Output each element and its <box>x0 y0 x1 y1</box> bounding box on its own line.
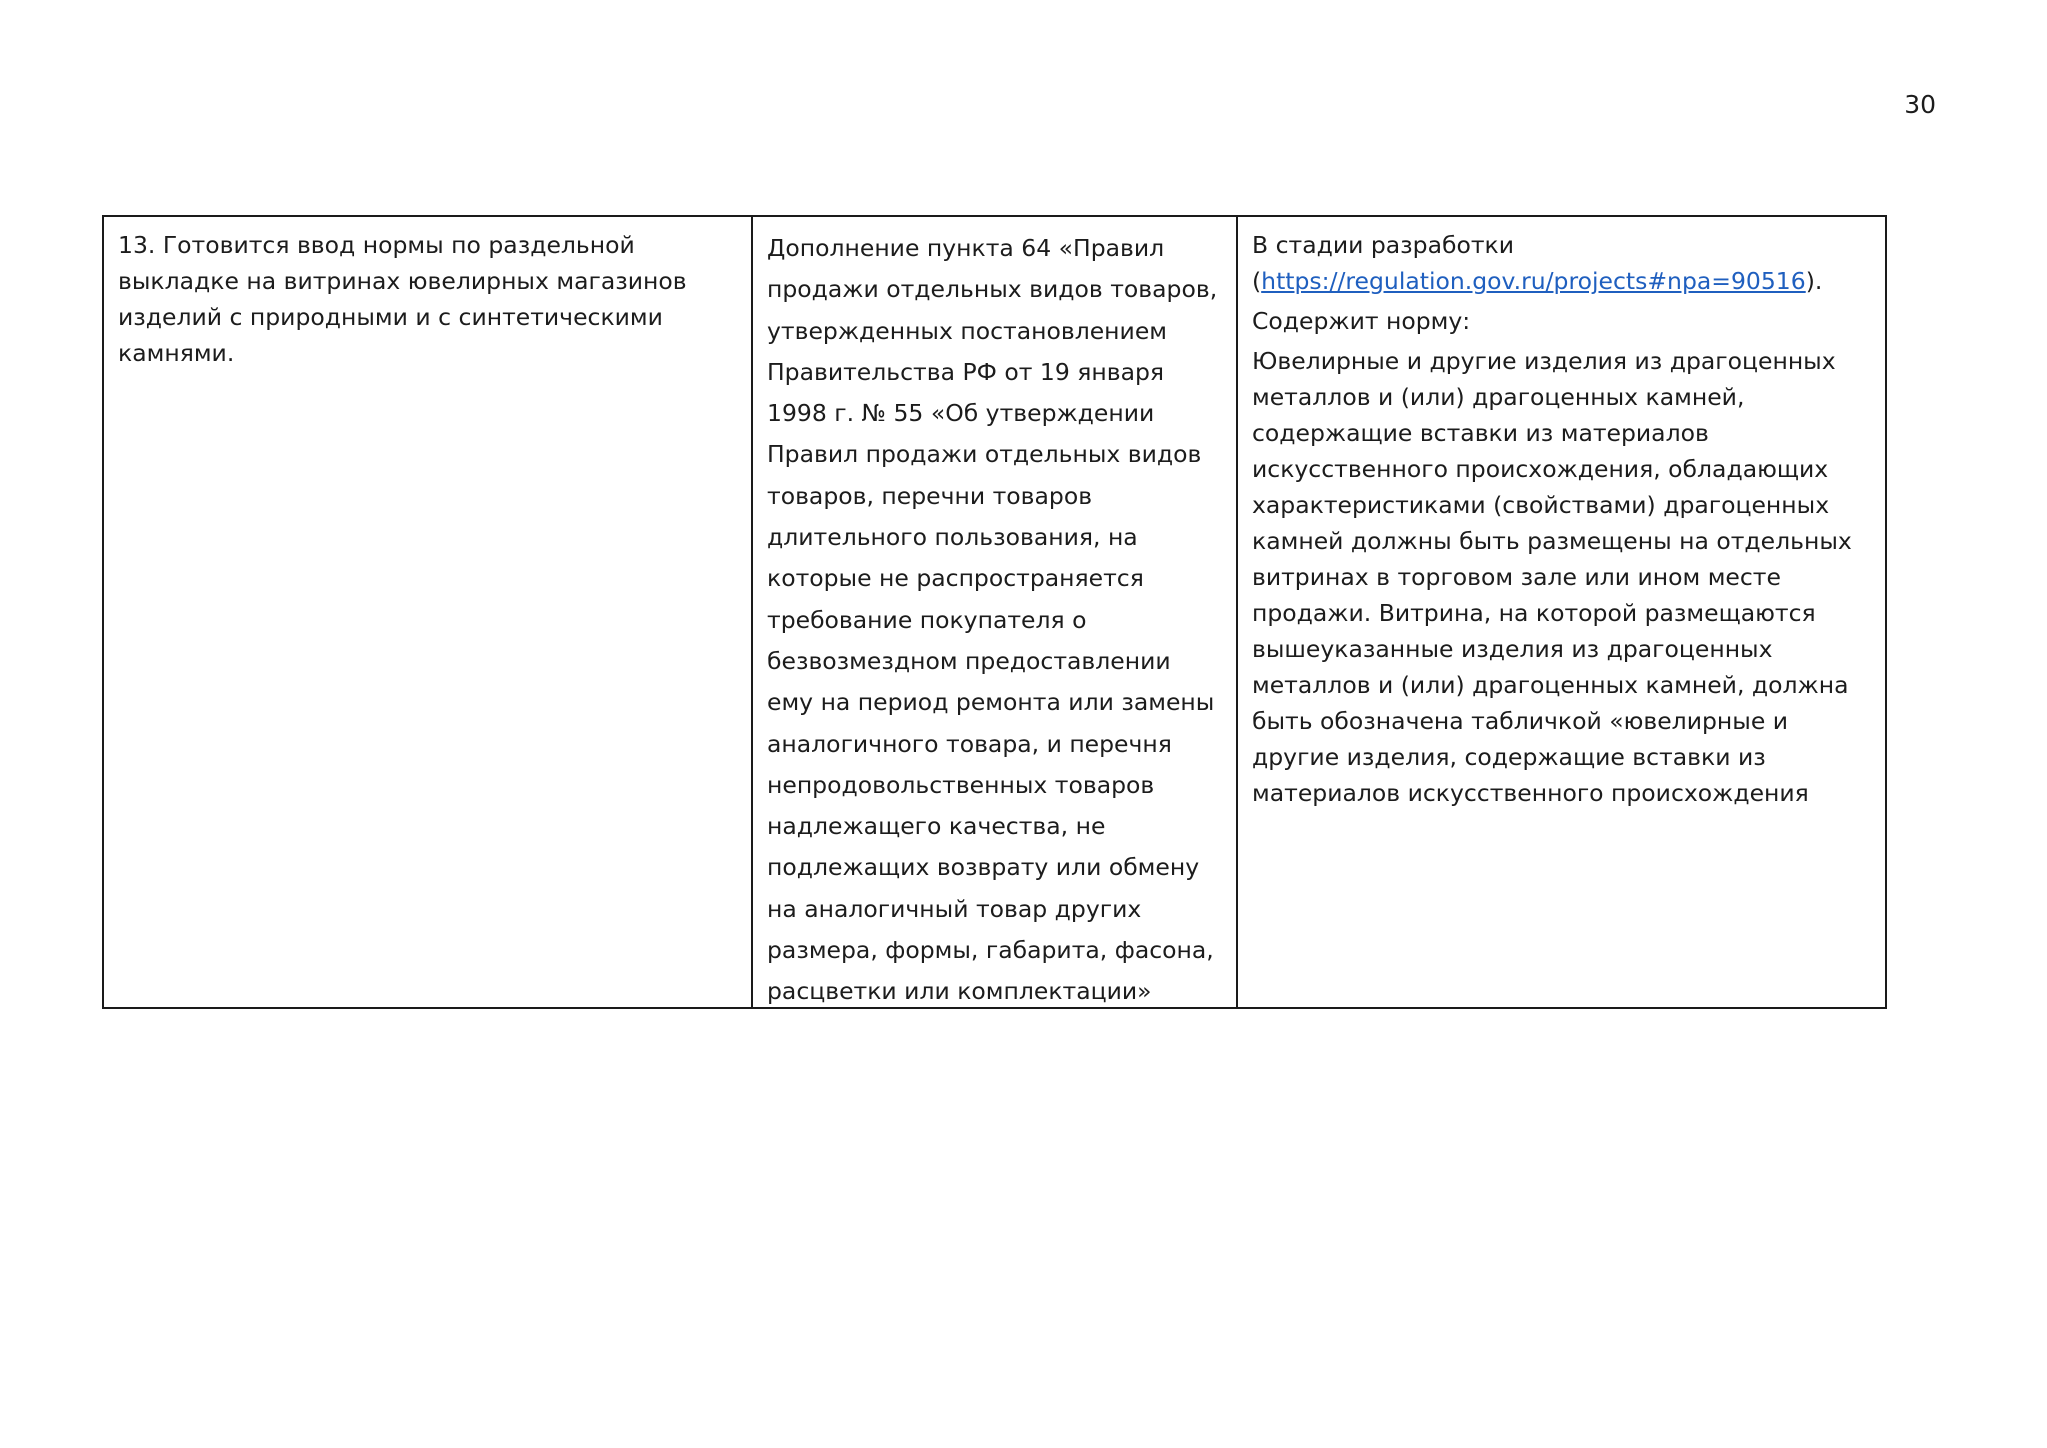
table-cell-measure: 13. Готовится ввод нормы по раздельной выкладке на витринах ювелирных магазинов изделий с природными и с синтетическими камнями. <box>118 231 687 367</box>
paren-close: ). <box>1805 267 1823 295</box>
paren-open: ( <box>1252 267 1262 295</box>
status-text: В стадии разработки <box>1252 231 1515 259</box>
norm-intro: Содержит норму: <box>1252 307 1471 335</box>
project-link-line <box>1252 263 1873 299</box>
page-number: 30 <box>1904 90 1936 119</box>
document-table <box>102 215 1887 1009</box>
table-cell-status <box>1236 217 1885 1007</box>
table-cell-amendment: Дополнение пункта 64 «Правил продажи отдельных видов товаров, утвержденных постановлением Правительства РФ от 19 января 1998 г. № 55 «Об утверждении Правил продажи отдельных видов товаров, перечни товаров длительного пользования, на которые не распространяется требование покупателя о безвозмездном предоставлении ему на период ремонта или замены аналогичного товара, и перечня непродовольственных товаров надлежащего качества, не подлежащих возврату или обмену на аналогичный товар других размера, формы, габарита, фасона, расцветки или комплектации» <box>751 217 1236 1007</box>
project-link[interactable]: https://regulation.gov.ru/projects#npa=90516 <box>1261 267 1806 295</box>
norm-text: Ювелирные и другие изделия из драгоценных металлов и (или) драгоценных камней, содержащие вставки из материалов искусственного происхождения, обладающих характеристиками (свойствами) драгоценных камней должны быть размещены на отдельных витринах в торговом зале или ином месте продажи. Витрина, на которой размещаются вышеуказанные изделия из драгоценных металлов и (или) драгоценных камней, должна быть обозначена табличкой «ювелирные и другие изделия, содержащие вставки из материалов искусственного происхождения <box>1252 347 1852 807</box>
